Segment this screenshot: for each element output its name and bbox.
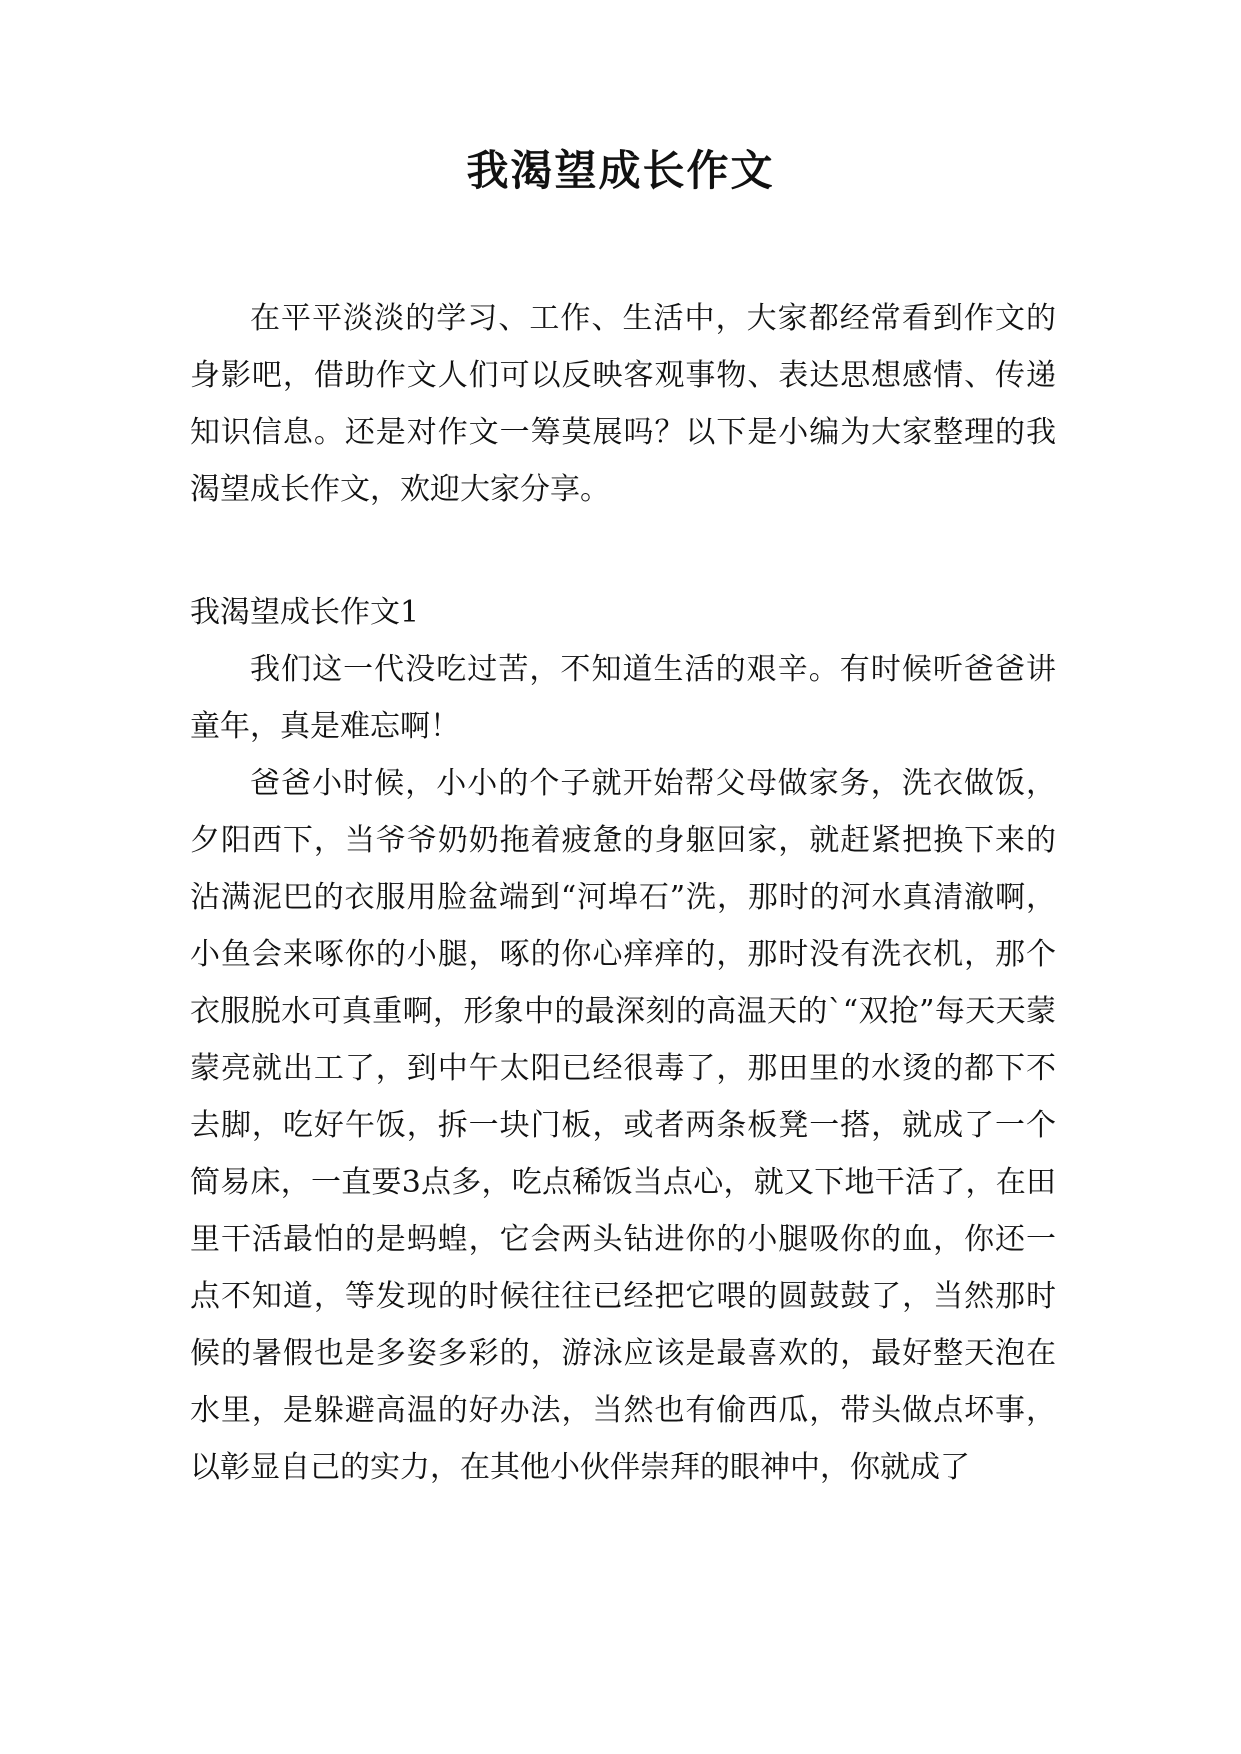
essay-paragraph-1: 我们这一代没吃过苦，不知道生活的艰辛。有时候听爸爸讲童年，真是难忘啊！ [190,652,1056,744]
intro-block [190,290,1056,518]
essay-paragraph-2: 爸爸小时候，小小的个子就开始帮父母做家务，洗衣做饭，夕阳西下，当爷爷奶奶拖着疲惫的身躯回家，就赶紧把换下来的沾满泥巴的衣服用脸盆端到“河埠石”洗，那时的河水真清澈啊，小鱼会来啄你的小腿，啄的你心痒痒的，那时没有洗衣机，那个衣服脱水可真重啊，形象中的最深刻的高温天的`“双抢”每天天蒙蒙亮就出工了，到中午太阳已经很毒了，那田里的水烫的都下不去脚，吃好午饭，拆一块门板，或者两条板凳一搭，就成了一个简易床，一直要3点多，吃点稀饭当点心，就又下地干活了，在田里干活最怕的是蚂蝗，它会两头钻进你的小腿吸你的血，你还一点不知道，等发现的时候往往已经把它喂的圆鼓鼓了，当然那时候的暑假也是多姿多彩的，游泳应该是最喜欢的，最好整天泡在水里，是躲避高温的好办法，当然也有偷西瓜，带头做点坏事，以彰显自己的实力，在其他小伙伴崇拜的眼神中，你就成了 [190,766,1056,1485]
document-title: 我渴望成长作文 [466,146,775,195]
intro-paragraph: 在平平淡淡的学习、工作、生活中，大家都经常看到作文的身影吧，借助作文人们可以反映客观事物、表达思想感情、传递知识信息。还是对作文一筹莫展吗？以下是小编为大家整理的我渴望成长作文，欢迎大家分享。 [190,301,1056,507]
essay-section [190,584,1056,1496]
section-heading: 我渴望成长作文1 [190,595,420,630]
